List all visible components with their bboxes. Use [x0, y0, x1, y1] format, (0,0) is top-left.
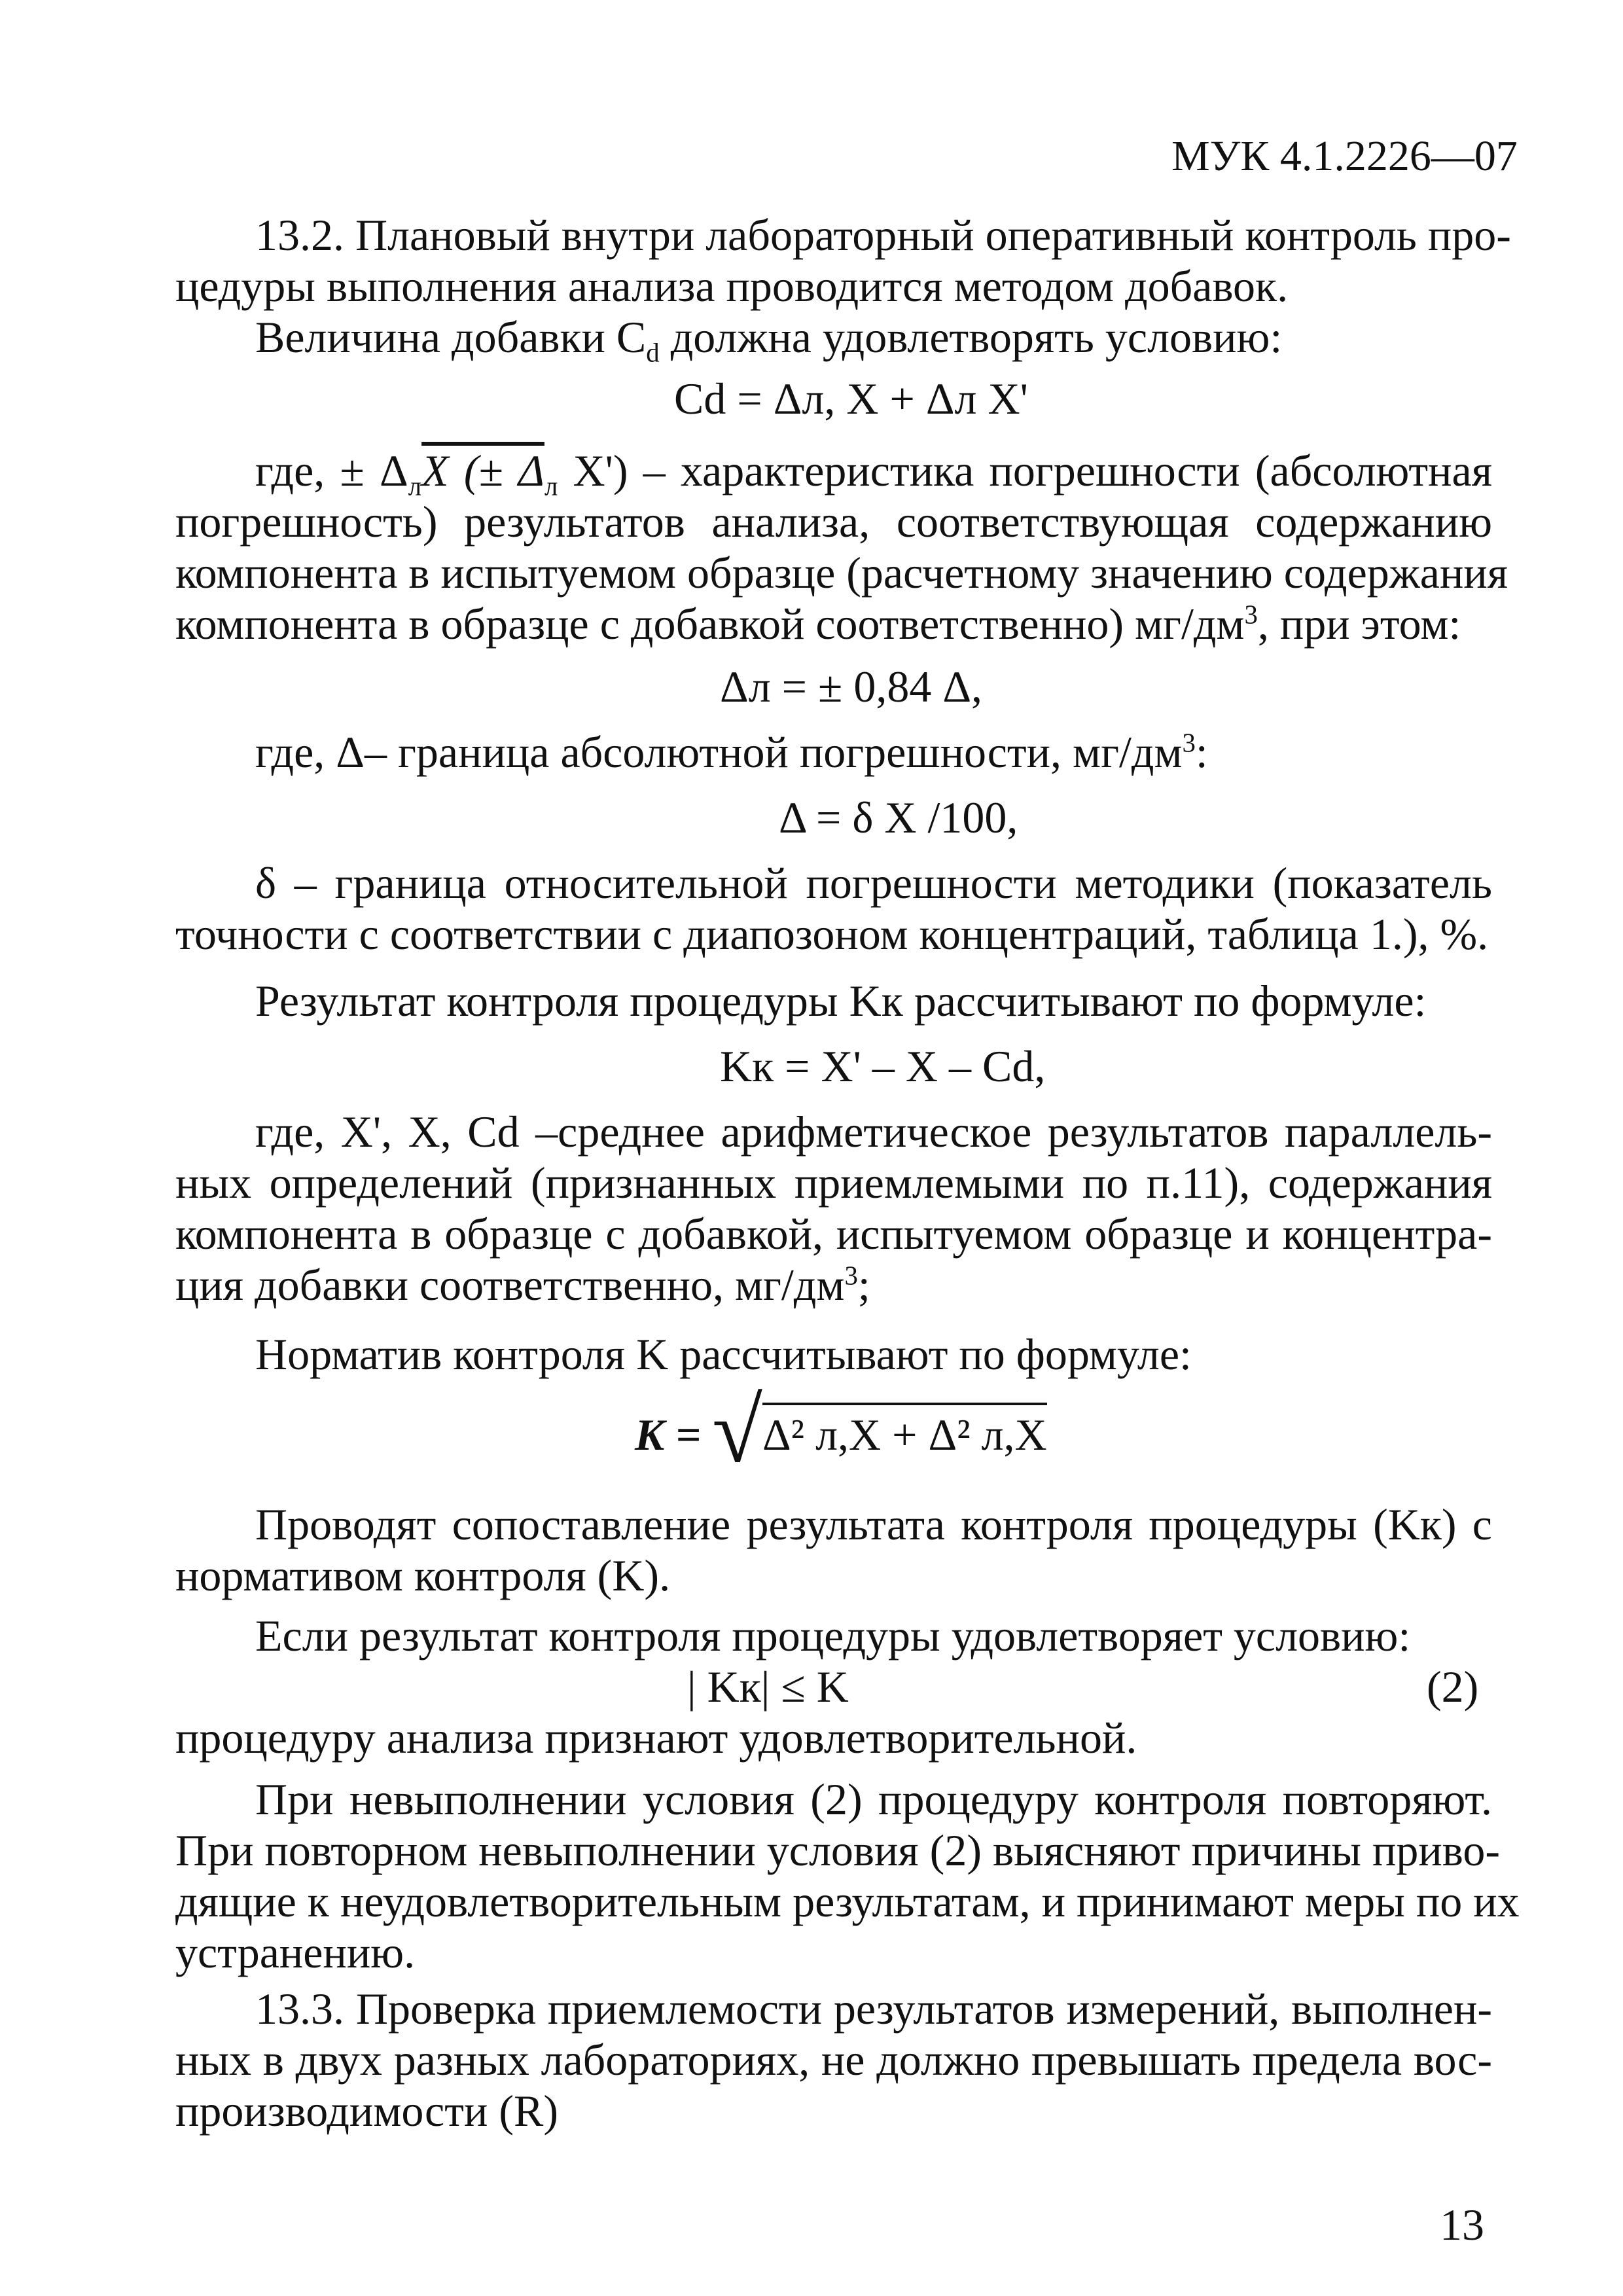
paragraph-line: компонента в образце с добавкой, испытуемом образце и концентра-	[175, 1209, 1492, 1259]
paragraph-line: где, ± $\Delta_лX$ (± $\Delta_л$ X') – характеристика погрешности (абсолютная	[255, 446, 1492, 501]
sqrt-sign: √	[712, 1380, 762, 1482]
paragraph-line: компонента в образце с добавкой соответственно) $мг/дм^3$, при этом:	[175, 599, 1461, 649]
paragraph-line: Величина добавки $C_d$ должна удовлетворять условию:	[255, 312, 1283, 368]
formula-k: K = √Δ² л,X + Δ² л,X	[635, 1380, 1047, 1482]
paragraph-line: ных определений (признанных приемлемыми по п.11), содержания	[175, 1158, 1492, 1208]
paragraph-line: δ – граница относительной погрешности методики (показатель	[255, 858, 1492, 908]
paragraph-line: цедуры выполнения анализа проводится методом добавок.	[175, 261, 1289, 311]
paragraph-line: При повторном невыполнении условия (2) выясняют причины приво-	[175, 1825, 1501, 1875]
paragraph-line: 13.2. Плановый внутри лабораторный оперативный контроль про-	[255, 210, 1511, 260]
document-code: МУК 4.1.2226—07	[1171, 132, 1518, 180]
paragraph-line: Проводят сопоставление результата контроля процедуры (Kк) с	[255, 1499, 1492, 1549]
paragraph-line: устранению.	[175, 1928, 416, 1977]
paragraph-line: где, Δ– граница абсолютной погрешности, $мг/дм^3$:	[255, 727, 1208, 777]
paragraph-line: дящие к неудовлетворительным результатам, и принимают меры по их	[175, 1876, 1520, 1926]
paragraph-line: компонента в испытуемом образце (расчетному значению содержания	[175, 548, 1508, 598]
formula-delta: Δ = δ X /100,	[779, 793, 1018, 842]
paragraph-line: 13.3. Проверка приемлемости результатов измерений, выполнен-	[255, 1984, 1492, 2034]
paragraph-line: нормативом контроля (K).	[175, 1551, 671, 1600]
paragraph-line: процедуру анализа признают удовлетворительной.	[175, 1713, 1137, 1763]
paragraph-line: точности с соответствии с диапозоном концентраций, таблица 1.), %.	[175, 909, 1489, 959]
paragraph-line: где, X', X, Cd –среднее арифметическое результатов параллель-	[255, 1107, 1492, 1157]
equation-number: (2)	[1427, 1662, 1479, 1712]
paragraph-line: При невыполнении условия (2) процедуру контроля повторяют.	[255, 1774, 1492, 1824]
paragraph-line: производимости (R)	[175, 2086, 558, 2136]
paragraph-line: Если результат контроля процедуры удовлетворяет условию:	[255, 1611, 1411, 1660]
formula-condition: | Kк| ≤ K	[687, 1662, 849, 1712]
radicand: Δ² л,X + Δ² л,X	[762, 1403, 1047, 1460]
paragraph-line: Норматив контроля K рассчитывают по формуле:	[255, 1329, 1192, 1379]
formula-kk: Kк = X' – X – Cd,	[720, 1041, 1046, 1091]
page-number: 13	[1440, 2200, 1484, 2250]
formula-cd: Cd = Δл, X + Δл X'	[674, 374, 1028, 423]
paragraph-line: ция добавки соответственно, $мг/дм^3$;	[175, 1260, 870, 1310]
formula-delta-l: Δл = ± 0,84 Δ,	[720, 662, 983, 711]
paragraph-line: ных в двух разных лабораториях, не должно превышать предела вос-	[175, 2035, 1492, 2085]
paragraph-line: Результат контроля процедуры Kк рассчитывают по формуле:	[255, 976, 1427, 1026]
paragraph-line: погрешность) результатов анализа, соответствующая содержанию	[175, 497, 1492, 547]
